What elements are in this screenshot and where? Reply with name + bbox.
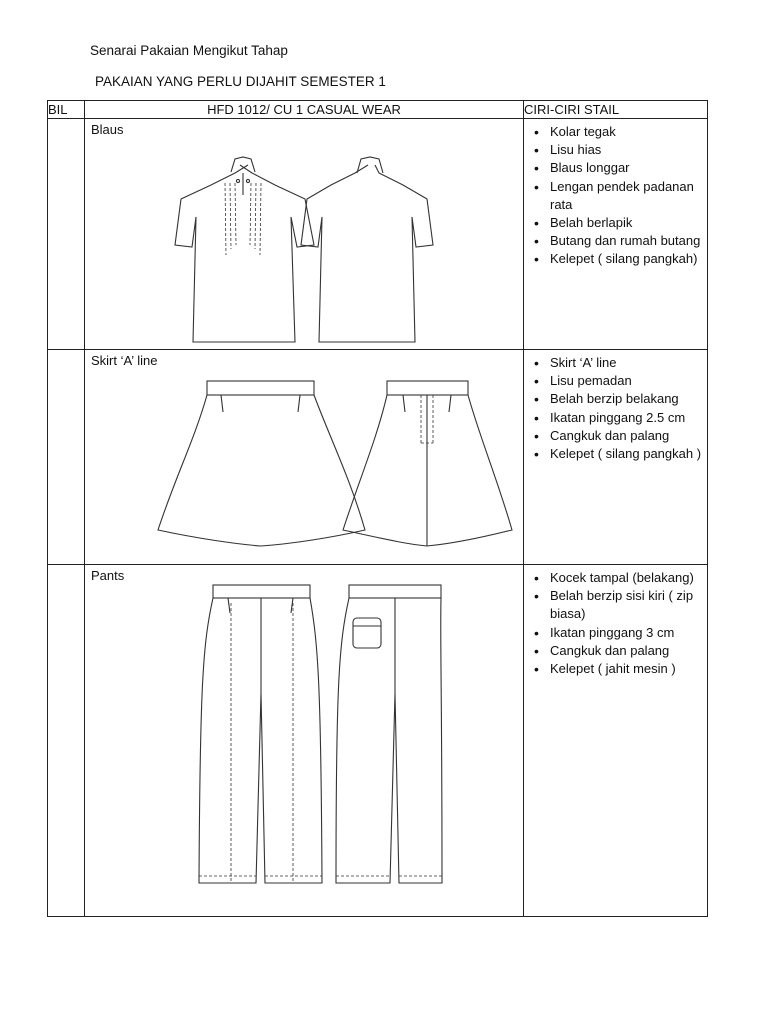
- features-cell: [524, 119, 708, 350]
- bil-cell: [48, 565, 85, 917]
- blouse-back: [301, 157, 433, 342]
- header-casual-wear: HFD 1012/ CU 1 CASUAL WEAR: [85, 101, 524, 119]
- features-list: [524, 119, 707, 269]
- garment-cell: [85, 119, 524, 350]
- list-item: • Kelepet ( jahit mesin ): [532, 660, 707, 678]
- list-item: • Skirt ‘A’ line: [532, 354, 707, 372]
- garment-cell: [85, 565, 524, 917]
- garment-cell: [85, 350, 524, 565]
- skirt-sketch: [85, 368, 522, 563]
- list-item: • Butang dan rumah butang: [532, 232, 707, 250]
- list-item: • Cangkuk dan palang: [532, 427, 707, 445]
- document-title: Senarai Pakaian Mengikut Tahap: [90, 43, 288, 58]
- features-list: [524, 350, 707, 463]
- list-item: • Kelepet ( silang pangkah ): [532, 445, 707, 463]
- features-cell: [524, 565, 708, 917]
- features-cell: [524, 350, 708, 565]
- table-header-row: [48, 101, 708, 119]
- list-item: • Belah berzip belakang: [532, 390, 707, 408]
- garment-table: [47, 100, 708, 917]
- list-item: • Belah berzip sisi kiri ( zip biasa): [532, 587, 707, 623]
- table-row: [48, 119, 708, 350]
- header-bil: BIL: [48, 101, 85, 119]
- garment-label: Pants: [91, 568, 125, 583]
- bil-cell: [48, 119, 85, 350]
- list-item: • Ikatan pinggang 3 cm: [532, 624, 707, 642]
- garment-label: Blaus: [91, 122, 124, 137]
- list-item: • Kocek tampal (belakang): [532, 569, 707, 587]
- header-ciri-stail: CIRI-CIRI STAIL: [524, 101, 708, 119]
- list-item: • Blaus longgar: [532, 159, 707, 177]
- list-item: • Lisu hias: [532, 141, 707, 159]
- pants-front: [199, 585, 322, 883]
- list-item: • Lisu pemadan: [532, 372, 707, 390]
- skirt-front: [158, 381, 365, 546]
- list-item: • Lengan pendek padanan rata: [532, 178, 707, 214]
- list-item: • Kolar tegak: [532, 123, 707, 141]
- document-subtitle: PAKAIAN YANG PERLU DIJAHIT SEMESTER 1: [95, 74, 386, 89]
- list-item: • Belah berlapik: [532, 214, 707, 232]
- pants-sketch: [85, 583, 522, 913]
- blouse-front: [175, 157, 314, 342]
- table-row: [48, 565, 708, 917]
- list-item: • Kelepet ( silang pangkah): [532, 250, 707, 268]
- blouse-sketch: [85, 137, 522, 347]
- skirt-back: [343, 381, 512, 546]
- list-item: • Ikatan pinggang 2.5 cm: [532, 409, 707, 427]
- bil-cell: [48, 350, 85, 565]
- features-list: [524, 565, 707, 678]
- garment-label: Skirt ‘A’ line: [91, 353, 158, 368]
- table-row: [48, 350, 708, 565]
- pants-back: [336, 585, 442, 883]
- list-item: • Cangkuk dan palang: [532, 642, 707, 660]
